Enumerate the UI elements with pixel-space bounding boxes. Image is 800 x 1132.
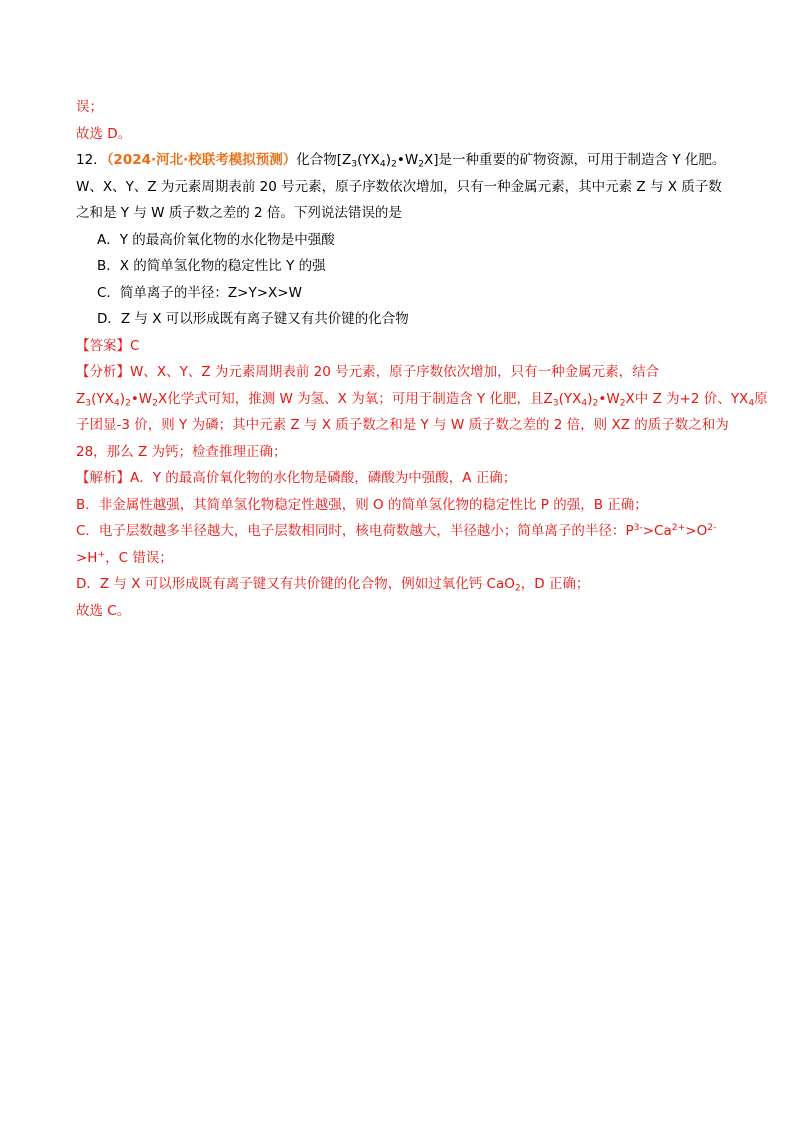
explanation-c-line-2: >H+，C 错误；	[76, 548, 173, 566]
explanation-a: 【解析】A．Y 的最高价氧化物的水化物是磷酸，磷酸为中强酸，A 正确；	[76, 470, 517, 486]
option-c: C．简单离子的半径：Z>Y>X>W	[97, 284, 302, 301]
compound-formula: [$Z_3(YX_4)_2•W_2X$	[336, 152, 434, 170]
stem-formula-close: ]是一种重要的矿物资源，可用于制造含 Y 化肥。	[433, 152, 726, 168]
yx4-formula: $YX_4$	[730, 390, 755, 408]
explanation-c-line-1: C．电子层数越多半径越大，电子层数相同时，核电荷数越大，半径越小；简单离子的半径：$P^{3-}>Ca^{2+}>O^{2-}$	[76, 521, 717, 539]
option-a: A．Y 的最高价氧化物的水化物是中强酸	[97, 231, 335, 248]
question-content	[76, 94, 768, 624]
option-b: B．X 的简单氢化物的稳定性比 Y 的强	[97, 258, 326, 274]
compound-formula-inline: $Z_3(YX_4)_2•W_2X$	[76, 390, 168, 408]
previous-conclusion: 故选 D。	[76, 125, 132, 142]
analysis-line-4: 28，那么 Z 为钙；检查推理正确；	[76, 443, 287, 460]
stem-intro: 化合物	[296, 152, 337, 168]
analysis-line-2: $Z_3(YX_4)_2•W_2X$化学式可知，推测 W 为氢、X 为氧；可用于制造含 Y 化肥，且$Z_3(YX_4)_2•W_2X$中 Z 为+2 价、$YX_4$原	[76, 390, 768, 408]
explanation-label: 【解析】	[76, 470, 130, 486]
explanation-b: B．非金属性越强，其简单氢化物稳定性越强，则 O 的简单氢化物的稳定性比 P 的强，B 正确；	[76, 496, 648, 513]
compound-formula-inline-2: $Z_3(YX_4)_2•W_2X$	[543, 390, 635, 408]
question-number: 12．	[76, 152, 107, 168]
question-stem-line-2: W、X、Y、Z 为元素周期表前 20 号元素，原子序数依次增加，只有一种金属元素，其中元素 Z 与 X 质子数	[76, 178, 722, 195]
explanation-conclusion: 故选 C。	[76, 602, 131, 619]
question-stem-line-3: 之和是 Y 与 W 质子数之差的 2 倍。下列说法错误的是	[76, 205, 402, 221]
previous-answer-tail: 误；	[76, 99, 103, 115]
answer-line	[76, 333, 724, 360]
question-stem-line-1	[76, 147, 724, 174]
answer-value: C	[130, 337, 140, 354]
analysis-label: 【分析】	[76, 364, 130, 380]
cao2-subscript: 2	[514, 582, 521, 594]
explanation-d: D．Z 与 X 可以形成既有离子键又有共价键的化合物，例如过氧化钙 CaO$_2$，D 正确；	[76, 576, 590, 594]
option-d: D．Z 与 X 可以形成既有离子键又有共价键的化合物	[97, 311, 409, 327]
answer-label: 【答案】	[76, 337, 130, 354]
ion-radius-order: $P^{3-}>Ca^{2+}>O^{2-}$	[625, 521, 717, 539]
analysis-line-1: 【分析】W、X、Y、Z 为元素周期表前 20 号元素，原子序数依次增加，只有一种金属元素，结合	[76, 364, 660, 380]
question-source: （2024·河北·校联考模拟预测）	[106, 152, 297, 168]
hydrogen-ion: >H+	[76, 548, 106, 566]
analysis-line-3: 子团显-3 价，则 Y 为磷；其中元素 Z 与 X 质子数之和是 Y 与 W 质子数之差的 2 倍，则 XZ 的质子数之和为	[76, 417, 729, 433]
